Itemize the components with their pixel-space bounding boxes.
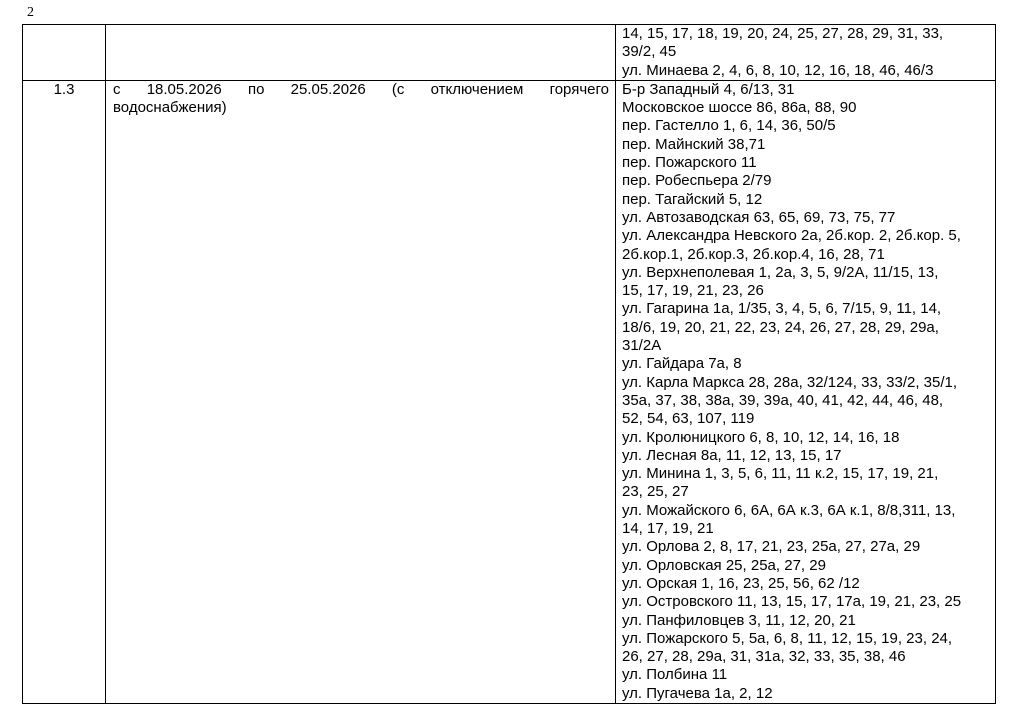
address-line: ул. Автозаводская 63, 65, 69, 73, 75, 77 <box>622 208 896 226</box>
address-list-cell <box>616 80 996 703</box>
address-line: 18/6, 19, 20, 21, 22, 23, 24, 26, 27, 28, 29, 29а, <box>622 318 939 336</box>
address-line: ул. Карла Маркса 28, 28а, 32/124, 33, 33/2, 35/1, <box>622 373 958 391</box>
address-line: 15, 17, 19, 21, 23, 26 <box>622 282 764 300</box>
table-row <box>23 25 996 81</box>
address-line: ул. Кролюницкого 6, 8, 10, 12, 14, 16, 18 <box>622 428 900 446</box>
outage-period-cell <box>106 25 616 81</box>
address-line: пер. Пожарского 11 <box>622 154 757 172</box>
address-line: 31/2А <box>622 337 662 355</box>
address-line: ул. Гайдара 7а, 8 <box>622 355 742 373</box>
address-line: ул. Орлова 2, 8, 17, 21, 23, 25а, 27, 27а, 29 <box>622 538 921 556</box>
address-line: 52, 54, 63, 107, 119 <box>622 410 755 428</box>
address-line: ул. Пугачева 1а, 2, 12 <box>622 684 773 702</box>
address-line: пер. Майнский 38,71 <box>622 135 766 153</box>
address-line: ул. Можайского 6, 6А, 6А к.3, 6А к.1, 8/8,311, 13, <box>622 501 956 519</box>
address-line: Московское шоссе 86, 86а, 88, 90 <box>622 99 857 117</box>
address-line: ул. Островского 11, 13, 15, 17, 17а, 19, 21, 23, 25 <box>622 593 962 611</box>
outage-schedule-table <box>22 24 996 704</box>
address-line: ул. Минаева 2, 4, 6, 8, 10, 12, 16, 18, 46, 46/3 <box>622 61 934 79</box>
address-line: 2б.кор.1, 2б.кор.3, 2б.кор.4, 16, 28, 71 <box>622 245 885 263</box>
outage-period-text: с 18.05.2026 по 25.05.2026 (с отключением горячего <box>113 80 609 98</box>
address-line: ул. Гагарина 1а, 1/35, 3, 4, 5, 6, 7/15, 9, 11, 14, <box>622 300 942 318</box>
address-line: Б-р Западный 4, 6/13, 31 <box>622 80 795 98</box>
page-number: 2 <box>27 5 34 20</box>
outage-period-text-cont: водоснабжения) <box>113 99 227 117</box>
address-line: пер. Робеспьера 2/79 <box>622 172 772 190</box>
address-line: пер. Гастелло 1, 6, 14, 36, 50/5 <box>622 117 836 135</box>
address-line: ул. Минина 1, 3, 5, 6, 11, 11 к.2, 15, 17, 19, 21, <box>622 465 939 483</box>
address-line: 14, 15, 17, 18, 19, 20, 24, 25, 27, 28, 29, 31, 33, <box>622 25 944 42</box>
address-line: ул. Александра Невского 2а, 2б.кор. 2, 2б.кор. 5, <box>622 227 961 245</box>
address-line: 39/2, 45 <box>622 43 677 61</box>
address-line: 35а, 37, 38, 38а, 39, 39а, 40, 41, 42, 44, 46, 48, <box>622 391 944 409</box>
outage-period-cell <box>106 80 616 703</box>
address-line: ул. Пожарского 5, 5а, 6, 8, 11, 12, 15, 19, 23, 24, <box>622 629 953 647</box>
address-line: ул. Верхнеполевая 1, 2а, 3, 5, 9/2А, 11/15, 13, <box>622 263 939 281</box>
address-line: 23, 25, 27 <box>622 483 689 501</box>
address-line: ул. Полбина 11 <box>622 666 728 684</box>
address-line: 14, 17, 19, 21 <box>622 520 714 538</box>
address-line: ул. Лесная 8а, 11, 12, 13, 15, 17 <box>622 446 842 464</box>
address-line: ул. Орская 1, 16, 23, 25, 56, 62 /12 <box>622 574 860 592</box>
address-list-cell <box>616 25 996 81</box>
address-line: 26, 27, 28, 29а, 31, 31а, 32, 33, 35, 38, 46 <box>622 648 906 666</box>
address-line: ул. Панфиловцев 3, 11, 12, 20, 21 <box>622 611 856 629</box>
item-number-cell: 1.3 <box>23 80 106 703</box>
address-line: пер. Тагайский 5, 12 <box>622 190 763 208</box>
table-row <box>23 80 996 703</box>
item-number-cell <box>23 25 106 81</box>
address-line: ул. Орловская 25, 25а, 27, 29 <box>622 556 826 574</box>
